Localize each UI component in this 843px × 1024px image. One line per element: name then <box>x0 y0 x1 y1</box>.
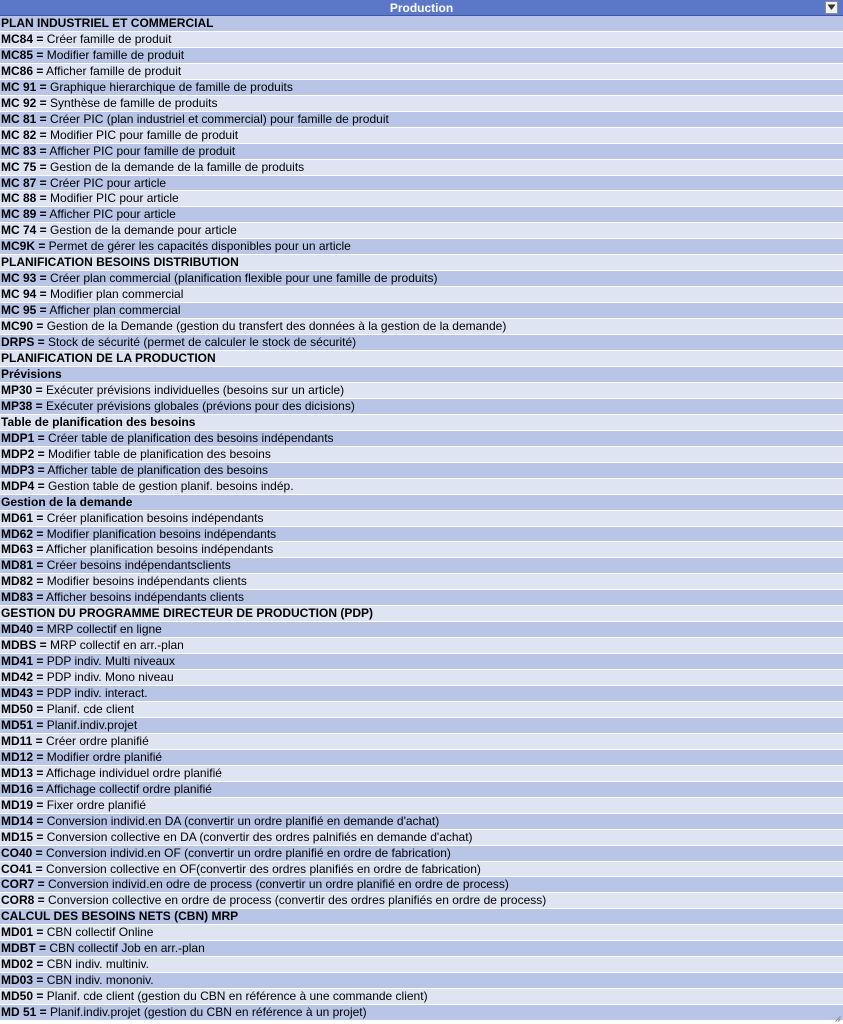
transaction-code: MC9K = <box>1 239 46 254</box>
transaction-description: Gestion table de gestion planif. besoins indép. <box>44 478 294 493</box>
resize-grip-icon[interactable] <box>835 1016 841 1022</box>
list-item[interactable] <box>0 702 843 718</box>
list-item[interactable] <box>0 287 843 303</box>
transaction-code: MC 83 = <box>1 143 47 158</box>
production-list <box>0 16 843 1021</box>
transaction-code: MD82 = <box>1 574 44 589</box>
section-heading: Gestion de la demande <box>1 494 133 509</box>
list-item[interactable] <box>0 447 843 463</box>
transaction-code: MD16 = <box>1 781 44 796</box>
transaction-description: Modifier ordre planifié <box>43 749 163 764</box>
transaction-code: MD14 = <box>1 813 44 828</box>
section-heading: PLANIFICATION BESOINS DISTRIBUTION <box>1 255 239 270</box>
list-item[interactable] <box>0 431 843 447</box>
section-heading-row[interactable] <box>0 16 843 32</box>
list-item[interactable] <box>0 271 843 287</box>
transaction-description: MRP collectif en ligne <box>43 622 162 637</box>
transaction-description: CBN collectif Online <box>43 925 154 940</box>
transaction-description: Créer PIC pour article <box>46 175 167 190</box>
transaction-code: CO40 = <box>1 845 43 860</box>
transaction-description: Exécuter prévisions individuelles (besoins sur un article) <box>42 382 345 397</box>
transaction-description: Créer PIC (plan industriel et commercial) pour famille de produit <box>46 111 389 126</box>
transaction-code: MC86 = <box>1 63 44 78</box>
list-item[interactable] <box>0 303 843 319</box>
transaction-code: MC 81 = <box>1 111 47 126</box>
transaction-description: Afficher table de planification des besoins <box>44 462 268 477</box>
list-item[interactable] <box>0 590 843 606</box>
transaction-code: MP30 = <box>1 382 43 397</box>
transaction-description: Afficher besoins indépendants clients <box>43 590 244 605</box>
transaction-code: MC 87 = <box>1 175 47 190</box>
transaction-description: Planif.indiv.projet (gestion du CBN en référence à un projet) <box>46 1005 367 1020</box>
transaction-code: MDBS = <box>1 638 47 653</box>
list-item[interactable] <box>0 973 843 989</box>
list-item[interactable] <box>0 191 843 207</box>
section-heading-row[interactable] <box>0 255 843 271</box>
list-item[interactable] <box>0 957 843 973</box>
transaction-code: MDP2 = <box>1 446 45 461</box>
transaction-description: Exécuter prévisions globales (prévions pour des dicisions) <box>42 398 355 413</box>
transaction-code: MD15 = <box>1 829 44 844</box>
transaction-code: MD83 = <box>1 590 44 605</box>
section-heading-row[interactable] <box>0 351 843 367</box>
list-item[interactable] <box>0 798 843 814</box>
transaction-code: MD13 = <box>1 765 44 780</box>
transaction-code: MC 82 = <box>1 127 47 142</box>
list-item[interactable] <box>0 207 843 223</box>
transaction-code: MC 89 = <box>1 207 47 222</box>
transaction-description: MRP collectif en arr.-plan <box>46 638 184 653</box>
transaction-code: MD51 = <box>1 717 44 732</box>
transaction-code: MC 93 = <box>1 271 47 286</box>
list-item[interactable] <box>0 479 843 495</box>
transaction-code: MD50 = <box>1 701 44 716</box>
transaction-description: Conversion individ.en OF (convertir un ordre planifié en ordre de fabrication) <box>42 845 451 860</box>
transaction-description: Planif. cde client (gestion du CBN en référence à une commande client) <box>43 989 428 1004</box>
list-item[interactable] <box>0 766 843 782</box>
list-item[interactable] <box>0 96 843 112</box>
list-item[interactable] <box>0 638 843 654</box>
transaction-description: Modifier PIC pour article <box>46 191 179 206</box>
transaction-code: MC84 = <box>1 31 44 46</box>
list-item[interactable] <box>0 144 843 160</box>
transaction-description: Gestion de la demande pour article <box>46 223 237 238</box>
column-header-title: Production <box>389 1 454 15</box>
list-item[interactable] <box>0 893 843 909</box>
transaction-description: PDP indiv. interact. <box>43 686 148 701</box>
list-item[interactable] <box>0 527 843 543</box>
transaction-code: MD41 = <box>1 654 44 669</box>
transaction-code: MDP4 = <box>1 478 45 493</box>
section-heading-row[interactable] <box>0 606 843 622</box>
transaction-description: Afficher famille de produit <box>43 63 182 78</box>
list-item[interactable] <box>0 670 843 686</box>
list-item[interactable] <box>0 383 843 399</box>
transaction-description: Créer ordre planifié <box>42 733 149 748</box>
transaction-description: PDP indiv. Mono niveau <box>43 670 174 685</box>
transaction-description: Créer planification besoins indépendants <box>43 510 264 525</box>
list-item[interactable] <box>0 989 843 1005</box>
transaction-code: MD01 = <box>1 925 44 940</box>
transaction-code: MC85 = <box>1 47 44 62</box>
transaction-description: CBN indiv. multiniv. <box>43 957 149 972</box>
list-item[interactable] <box>0 335 843 351</box>
transaction-description: Modifier table de planification des besoins <box>44 446 271 461</box>
transaction-description: Créer plan commercial (planification flexible pour une famille de produits) <box>46 271 438 286</box>
section-heading: PLANIFICATION DE LA PRODUCTION <box>1 351 216 366</box>
transaction-description: Afficher plan commercial <box>46 303 181 318</box>
transaction-description: Modifier famille de produit <box>43 47 185 62</box>
list-item[interactable] <box>0 80 843 96</box>
list-item[interactable] <box>0 319 843 335</box>
transaction-description: Planif. cde client <box>43 701 135 716</box>
list-item[interactable] <box>0 160 843 176</box>
list-item[interactable] <box>0 574 843 590</box>
list-item[interactable] <box>0 64 843 80</box>
transaction-code: MD11 = <box>1 733 43 748</box>
list-item[interactable] <box>0 112 843 128</box>
transaction-description: Conversion individ.en DA (convertir un ordre planifié en demande d'achat) <box>43 813 440 828</box>
transaction-description: PDP indiv. Multi niveaux <box>43 654 175 669</box>
transaction-code: MD02 = <box>1 957 44 972</box>
list-item[interactable] <box>0 542 843 558</box>
section-heading-row[interactable] <box>0 909 843 925</box>
list-item[interactable] <box>0 176 843 192</box>
section-heading: Prévisions <box>1 366 62 381</box>
chevron-down-icon <box>827 4 836 11</box>
transaction-code: DRPS = <box>1 335 45 350</box>
transaction-description: Permet de gérer les capacités disponibles pour un article <box>45 239 351 254</box>
list-item[interactable] <box>0 686 843 702</box>
list-item[interactable] <box>0 814 843 830</box>
transaction-code: MD 51 = <box>1 1005 47 1020</box>
transaction-description: Afficher planification besoins indépendants <box>43 542 274 557</box>
list-item[interactable] <box>0 877 843 893</box>
transaction-description: Graphique hierarchique de famille de produits <box>46 79 293 94</box>
filter-dropdown-button[interactable] <box>825 1 838 14</box>
transaction-description: Conversion collective en ordre de process (convertir des ordres planifiés en ordre de process) <box>44 893 547 908</box>
list-item[interactable] <box>0 558 843 574</box>
transaction-code: MC 94 = <box>1 287 47 302</box>
transaction-code: MC 88 = <box>1 191 47 206</box>
list-item[interactable] <box>0 32 843 48</box>
transaction-description: CBN collectif Job en arr.-plan <box>46 941 205 956</box>
transaction-description: Modifier PIC pour famille de produit <box>46 127 239 142</box>
list-item[interactable] <box>0 128 843 144</box>
section-heading: GESTION DU PROGRAMME DIRECTEUR DE PRODUCTION (PDP) <box>1 606 374 621</box>
transaction-description: Créer table de planification des besoins indépendants <box>44 430 334 445</box>
transaction-description: Modifier besoins indépendants clients <box>43 574 247 589</box>
list-item[interactable] <box>0 846 843 862</box>
transaction-code: MP38 = <box>1 398 43 413</box>
transaction-description: Affichage individuel ordre planifié <box>43 765 222 780</box>
list-item[interactable] <box>0 48 843 64</box>
transaction-code: MD50 = <box>1 989 44 1004</box>
transaction-code: MD19 = <box>1 797 44 812</box>
transaction-code: MDP1 = <box>1 430 45 445</box>
list-item[interactable] <box>0 862 843 878</box>
transaction-description: Afficher PIC pour famille de produit <box>46 143 236 158</box>
transaction-code: MD81 = <box>1 558 44 573</box>
list-item[interactable] <box>0 511 843 527</box>
list-item[interactable] <box>0 941 843 957</box>
list-item[interactable] <box>0 399 843 415</box>
transaction-code: MC90 = <box>1 319 44 334</box>
transaction-code: MD62 = <box>1 526 44 541</box>
section-heading: Table de planification des besoins <box>1 414 196 429</box>
section-heading-row[interactable] <box>0 415 843 431</box>
transaction-code: MC 75 = <box>1 159 47 174</box>
transaction-code: MC 92 = <box>1 95 47 110</box>
list-item[interactable] <box>0 463 843 479</box>
transaction-code: COR7 = <box>1 877 45 892</box>
list-item[interactable] <box>0 925 843 941</box>
section-heading-row[interactable] <box>0 495 843 511</box>
section-heading: CALCUL DES BESOINS NETS (CBN) MRP <box>1 909 239 924</box>
transaction-description: CBN indiv. mononiv. <box>43 973 154 988</box>
transaction-description: Fixer ordre planifié <box>43 797 147 812</box>
transaction-code: MC 91 = <box>1 79 47 94</box>
transaction-code: MD63 = <box>1 542 44 557</box>
transaction-description: Planif.indiv.projet <box>43 717 138 732</box>
list-item[interactable] <box>0 239 843 255</box>
transaction-description: Afficher PIC pour article <box>46 207 176 222</box>
list-item[interactable] <box>0 1005 843 1021</box>
transaction-code: MD03 = <box>1 973 44 988</box>
transaction-code: MDP3 = <box>1 462 45 477</box>
transaction-code: MC 74 = <box>1 223 47 238</box>
transaction-code: MD40 = <box>1 622 44 637</box>
transaction-code: MC 95 = <box>1 303 47 318</box>
transaction-code: MD42 = <box>1 670 44 685</box>
list-item[interactable] <box>0 782 843 798</box>
transaction-code: COR8 = <box>1 893 45 908</box>
transaction-description: Conversion individ.en odre de process (convertir un ordre planifié en ordre de process) <box>44 877 509 892</box>
transaction-description: Gestion de la Demande (gestion du transfert des données à la gestion de la demande) <box>43 319 507 334</box>
list-item[interactable] <box>0 654 843 670</box>
transaction-description: Créer famille de produit <box>43 31 172 46</box>
transaction-description: Gestion de la demande de la famille de produits <box>46 159 305 174</box>
transaction-description: Synthèse de famille de produits <box>46 95 218 110</box>
transaction-code: MD12 = <box>1 749 44 764</box>
transaction-description: Modifier plan commercial <box>46 287 184 302</box>
list-item[interactable] <box>0 734 843 750</box>
transaction-code: CO41 = <box>1 861 43 876</box>
list-item[interactable] <box>0 718 843 734</box>
list-item[interactable] <box>0 830 843 846</box>
list-item[interactable] <box>0 622 843 638</box>
list-item[interactable] <box>0 223 843 239</box>
transaction-description: Conversion collective en DA (convertir des ordres palnifiés en demande d'achat) <box>43 829 473 844</box>
transaction-description: Créer besoins indépendantsclients <box>43 558 231 573</box>
column-header <box>0 0 843 16</box>
section-heading: PLAN INDUSTRIEL ET COMMERCIAL <box>1 16 214 30</box>
transaction-code: MDBT = <box>1 941 46 956</box>
transaction-code: MD43 = <box>1 686 44 701</box>
transaction-description: Affichage collectif ordre planifié <box>43 781 212 796</box>
transaction-description: Modifier planification besoins indépendants <box>43 526 277 541</box>
transaction-code: MD61 = <box>1 510 44 525</box>
transaction-description: Stock de sécurité (permet de calculer le stock de sécurité) <box>44 335 357 350</box>
section-heading-row[interactable] <box>0 367 843 383</box>
list-item[interactable] <box>0 750 843 766</box>
transaction-description: Conversion collective en OF(convertir des ordres planifiés en ordre de fabrication) <box>42 861 481 876</box>
